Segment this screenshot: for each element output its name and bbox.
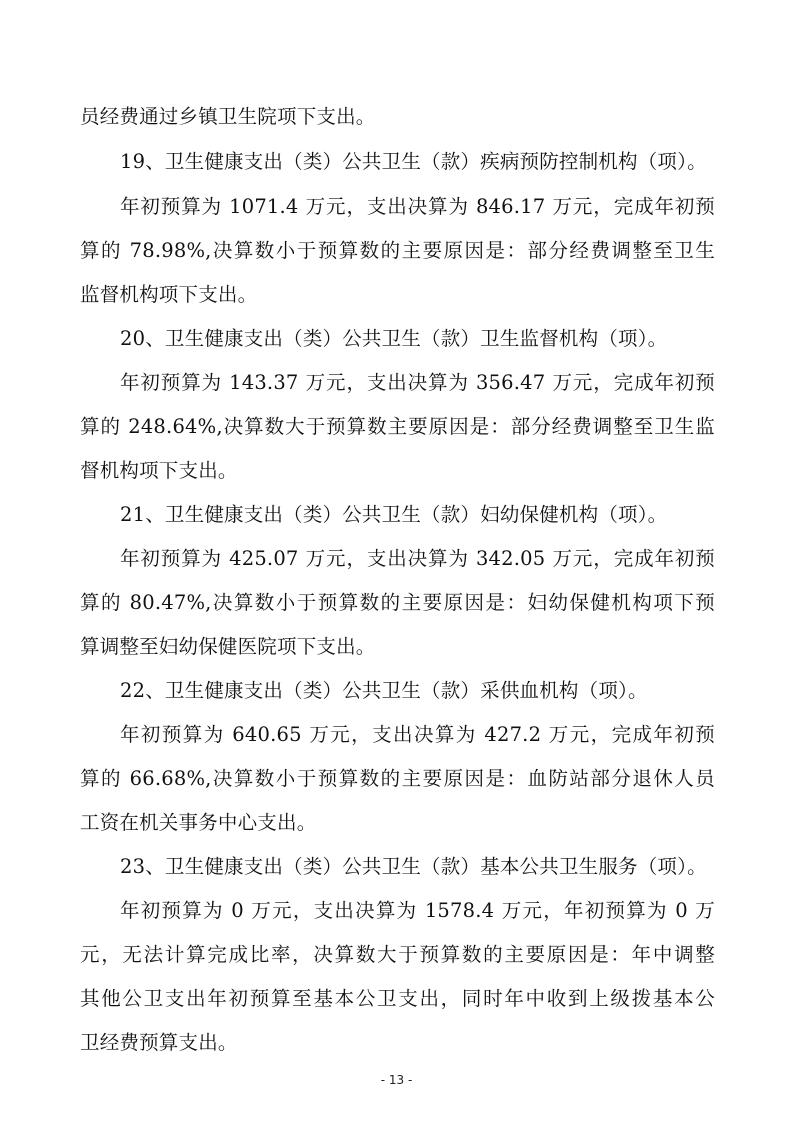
paragraph-line: 算调整至妇幼保健医院项下支出。 — [80, 635, 376, 658]
paragraph-line: 年初预算为 425.07 万元，支出决算为 342.05 万元，完成年初预 — [120, 547, 715, 570]
paragraph-line: 元，无法计算完成比率，决算数大于预算数的主要原因是：年中调整 — [80, 943, 715, 966]
paragraph-line: 年初预算为 640.65 万元，支出决算为 427.2 万元，完成年初预 — [120, 723, 715, 746]
paragraph-line: 其他公卫支出年初预算至基本公卫支出，同时年中收到上级拨基本公 — [80, 987, 715, 1010]
paragraph-line: 年初预算为 0 万元，支出决算为 1578.4 万元，年初预算为 0 万 — [120, 899, 715, 922]
section-heading-22: 22、卫生健康支出（类）公共卫生（款）采供血机构（项）。 — [120, 679, 648, 702]
paragraph-line: 员经费通过乡镇卫生院项下支出。 — [80, 105, 376, 128]
paragraph-line: 年初预算为 1071.4 万元，支出决算为 846.17 万元，完成年初预 — [120, 195, 715, 218]
page-number: - 13 - — [380, 1073, 413, 1087]
paragraph-line: 监督机构项下支出。 — [80, 283, 258, 306]
paragraph-line: 卫经费预算支出。 — [80, 1031, 238, 1054]
paragraph-line: 算的 248.64%,决算数大于预算数主要原因是：部分经费调整至卫生监 — [80, 415, 715, 438]
section-heading-20: 20、卫生健康支出（类）公共卫生（款）卫生监督机构（项）。 — [120, 327, 668, 350]
paragraph-line: 算的 66.68%,决算数小于预算数的主要原因是：血防站部分退休人员 — [80, 767, 715, 790]
paragraph-line: 年初预算为 143.37 万元，支出决算为 356.47 万元，完成年初预 — [120, 371, 715, 394]
paragraph-line: 工资在机关事务中心支出。 — [80, 811, 317, 834]
section-heading-21: 21、卫生健康支出（类）公共卫生（款）妇幼保健机构（项）。 — [120, 503, 668, 526]
section-heading-19: 19、卫生健康支出（类）公共卫生（款）疾病预防控制机构（项）。 — [120, 150, 707, 173]
section-heading-23: 23、卫生健康支出（类）公共卫生（款）基本公共卫生服务（项）。 — [120, 855, 707, 878]
paragraph-line: 算的 78.98%,决算数小于预算数的主要原因是：部分经费调整至卫生 — [80, 239, 715, 262]
paragraph-line: 督机构项下支出。 — [80, 459, 238, 482]
paragraph-line: 算的 80.47%,决算数小于预算数的主要原因是：妇幼保健机构项下预 — [80, 591, 715, 614]
